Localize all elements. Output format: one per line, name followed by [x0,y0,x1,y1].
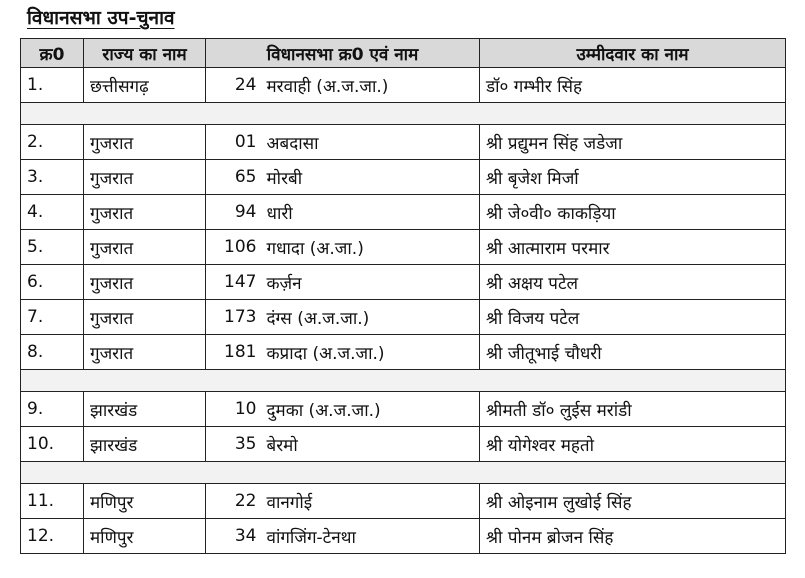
table-row [21,265,786,300]
candidate-cell: डॉ० गम्भीर सिंह [480,68,786,103]
candidate-cell: श्री विजय पटेल [480,300,786,335]
candidate-cell: श्री जे०वी० काकड़िया [480,195,786,230]
serial-number-cell: 10. [21,427,84,462]
table-row [21,335,786,370]
candidate-cell: श्री प्रद्युमन सिंह जडेजा [480,125,786,160]
constituency-name-cell: दंग्स (अ.ज.जा.) [265,300,480,335]
state-cell: गुजरात [84,300,206,335]
serial-number-cell: 9. [21,392,84,427]
serial-number-cell: 4. [21,195,84,230]
serial-number-cell: 11. [21,484,84,519]
constituency-number-cell: 01 [206,125,265,160]
state-cell: गुजरात [84,265,206,300]
constituency-number-cell: 94 [206,195,265,230]
candidate-cell: श्री आत्माराम परमार [480,230,786,265]
serial-number-cell: 2. [21,125,84,160]
constituency-number-cell: 65 [206,160,265,195]
group-separator [21,103,786,125]
constituency-name-cell: मोरबी [265,160,480,195]
separator-cell [21,462,786,484]
constituency-name-cell: गधादा (अ.जा.) [265,230,480,265]
table-row [21,519,786,554]
by-election-table [20,38,786,554]
constituency-number-cell: 34 [206,519,265,554]
page-title: विधानसभा उप-चुनाव [27,7,175,29]
serial-number-cell: 7. [21,300,84,335]
table-row [21,68,786,103]
state-cell: झारखंड [84,427,206,462]
state-cell: मणिपुर [84,519,206,554]
candidate-cell: श्री जीतूभाई चौधरी [480,335,786,370]
table-body [21,68,786,554]
constituency-name-cell: बेरमो [265,427,480,462]
table-row [21,392,786,427]
table-row [21,125,786,160]
state-cell: झारखंड [84,392,206,427]
constituency-number-cell: 10 [206,392,265,427]
state-cell: गुजरात [84,195,206,230]
candidate-cell: श्रीमती डॉ० लुईस मरांडी [480,392,786,427]
constituency-number-cell: 35 [206,427,265,462]
header-candidate: उम्मीदवार का नाम [480,39,786,68]
group-separator [21,462,786,484]
table-row [21,300,786,335]
header-constituency: विधानसभा क्र0 एवं नाम [206,39,480,68]
constituency-name-cell: अबदासा [265,125,480,160]
candidate-cell: श्री अक्षय पटेल [480,265,786,300]
serial-number-cell: 3. [21,160,84,195]
header-state: राज्य का नाम [84,39,206,68]
state-cell: गुजरात [84,160,206,195]
constituency-number-cell: 173 [206,300,265,335]
separator-cell [21,103,786,125]
table-row [21,230,786,265]
constituency-name-cell: मरवाही (अ.ज.जा.) [265,68,480,103]
state-cell: गुजरात [84,125,206,160]
constituency-number-cell: 147 [206,265,265,300]
table-row [21,160,786,195]
constituency-name-cell: दुमका (अ.ज.जा.) [265,392,480,427]
constituency-number-cell: 106 [206,230,265,265]
separator-cell [21,370,786,392]
serial-number-cell: 5. [21,230,84,265]
serial-number-cell: 8. [21,335,84,370]
state-cell: गुजरात [84,230,206,265]
constituency-name-cell: कर्ज़न [265,265,480,300]
constituency-name-cell: कप्रादा (अ.ज.जा.) [265,335,480,370]
table-row [21,195,786,230]
serial-number-cell: 12. [21,519,84,554]
state-cell: मणिपुर [84,484,206,519]
table-row [21,484,786,519]
candidate-cell: श्री योगेश्वर महतो [480,427,786,462]
constituency-name-cell: वांगजिंग-टेनथा [265,519,480,554]
table-header [21,39,786,68]
header-sno: क्र0 [21,39,84,68]
serial-number-cell: 1. [21,68,84,103]
group-separator [21,370,786,392]
candidate-cell: श्री पोनम ब्रोजन सिंह [480,519,786,554]
constituency-name-cell: वानगोई [265,484,480,519]
candidate-cell: श्री ओइनाम लुखोई सिंह [480,484,786,519]
state-cell: गुजरात [84,335,206,370]
constituency-name-cell: धारी [265,195,480,230]
constituency-number-cell: 24 [206,68,265,103]
table-row [21,427,786,462]
state-cell: छत्तीसगढ़ [84,68,206,103]
constituency-number-cell: 181 [206,335,265,370]
serial-number-cell: 6. [21,265,84,300]
constituency-number-cell: 22 [206,484,265,519]
candidate-cell: श्री बृजेश मिर्जा [480,160,786,195]
